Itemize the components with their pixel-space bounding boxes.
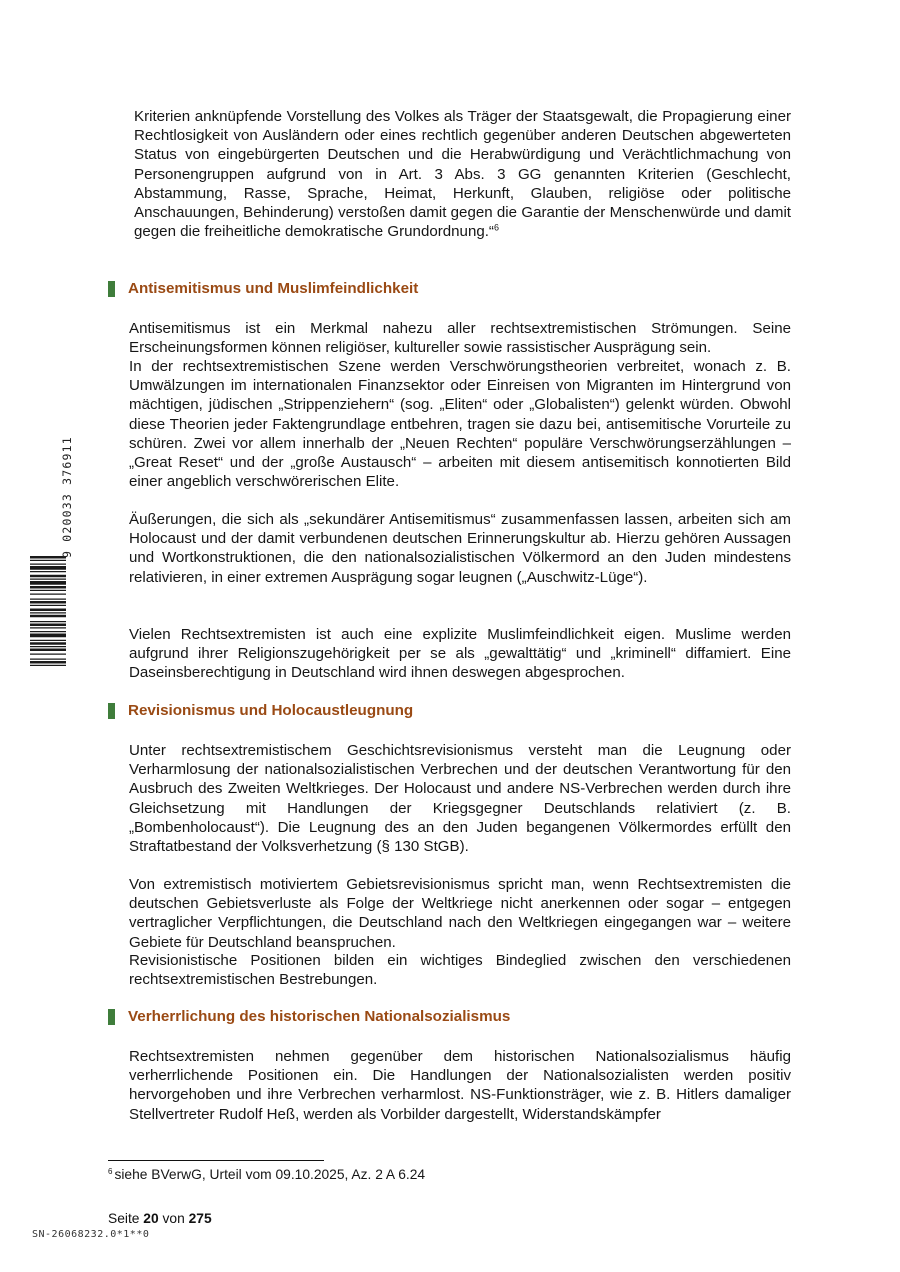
barcode-bar bbox=[30, 627, 66, 628]
footnote-separator bbox=[108, 1160, 324, 1161]
barcode-bar bbox=[30, 575, 66, 578]
section-paragraph: In der rechtsextremistischen Szene werden Verschwörungstheorien verbreitet, wonach z. B. Umwälzungen im internationalen Finanzsektor oder Einreisen von Migranten im Hintergrund von mächtigen, jüdischen „Strippenziehern“ (sog. „Eliten“ oder „Globalisten“) gelenkt würden. Obwohl diese Theorien jeder Faktengrundlage entbehren, tragen sie dazu bei, antisemitische Vorurteile zu schüren. Zwei vor allem innerhalb der „Neuen Rechten“ populäre Verschwörungserzählungen – „Great Reset“ und der „große Austausch“ – arbeiten mit diesem antisemitisch konnotierten Bild einer angeblich verschwörerischen Elite. bbox=[129, 358, 791, 491]
barcode-bar bbox=[30, 654, 66, 655]
barcode-bar bbox=[30, 605, 66, 606]
barcode-bar bbox=[30, 594, 66, 595]
barcode-number: 9 020033 376911 bbox=[60, 436, 74, 558]
heading-marker bbox=[108, 703, 115, 719]
barcode-bar bbox=[30, 661, 66, 664]
barcode-bar bbox=[30, 586, 66, 589]
barcode-bar bbox=[30, 571, 66, 572]
barcode-bar bbox=[30, 579, 66, 580]
quote-text: Kriterien anknüpfende Vorstellung des Volkes als Träger der Staatsgewalt, die Propagierung einer Rechtlosigkeit von Ausländern oder eines rechtlich gegenüber anderen Deutschen abgewerteten Status von eingebürgerten Deutschen und die Herabwürdigung und Verächtlichmachung von Personengruppen aufgrund von in Art. 3 Abs. 3 GG genannten Kriterien (Geschlecht, Abstammung, Rasse, Sprache, Heimat, Herkunft, Glauben, religiöse oder politische Anschauungen, Behinderung) verstoßen damit gegen die Garantie der Menschenwürde und damit gegen die freiheitliche demokratische Grundordnung.“ bbox=[134, 108, 791, 241]
barcode-bar bbox=[30, 640, 66, 641]
barcode-bar bbox=[30, 612, 66, 613]
barcode-bar bbox=[30, 564, 66, 565]
barcode-bar bbox=[30, 634, 66, 638]
section-paragraph: Rechtsextremisten nehmen gegenüber dem historischen Nationalsozialismus häufig verherrlichende Positionen ein. Die Handlungen der Nationalsozialisten werden positiv hervorgehoben und ihre Verbrechen verharmlost. NS-Funktionsträger, wie z. B. Hitlers damaliger Stellvertreter Rudolf Heß, werden als Vorbilder dargestellt, Widerstandskämpfer bbox=[129, 1048, 791, 1123]
section-heading-verherrlichung bbox=[108, 1008, 510, 1025]
barcode-bar bbox=[30, 621, 66, 622]
barcode-bar bbox=[30, 615, 66, 618]
barcode-bar bbox=[30, 601, 66, 604]
barcode-bar bbox=[30, 590, 66, 591]
barcode-bar bbox=[30, 581, 66, 585]
section-heading-text: Antisemitismus und Muslimfeindlichkeit bbox=[128, 280, 419, 297]
section-paragraph: Unter rechtsextremistischem Geschichtsrevisionismus versteht man die Leugnung oder Verharmlosung der nationalsozialistischen Verbrechen und der deutschen Verantwortung für den Ausbruch des Zweiten Weltkrieges. Der Holocaust und andere NS-Verbrechen werden durch ihre Gleichsetzung mit Handlungen der Kriegsgegner Deutschlands relativiert (z. B. „Bombenholocaust“). Die Leugnung des an den Juden begangenen Völkermordes erfüllt den Straftatbestand der Volksverhetzung (§ 130 StGB). bbox=[129, 742, 791, 856]
barcode bbox=[30, 556, 76, 714]
barcode-bar bbox=[30, 599, 66, 600]
barcode-bar bbox=[30, 649, 66, 652]
heading-marker bbox=[108, 1009, 115, 1025]
footnote-text: siehe BVerwG, Urteil vom 09.10.2025, Az. 2 A 6.24 bbox=[114, 1167, 426, 1182]
quote-paragraph bbox=[134, 107, 791, 241]
section-paragraph: Vielen Rechtsextremisten ist auch eine explizite Muslimfeindlichkeit eigen. Muslime werden aufgrund ihrer Religionszugehörigkeit per se als „gewalttätig“ und „kriminell“ diffamiert. Eine Daseinsberechtigung in Deutschland wird ihnen deswegen abgesprochen. bbox=[129, 626, 791, 682]
total-pages: 275 bbox=[188, 1211, 212, 1226]
barcode-bar bbox=[30, 624, 66, 627]
section-heading-text: Verherrlichung des historischen Nationalsozialismus bbox=[128, 1008, 511, 1025]
footnote-ref: 6 bbox=[493, 222, 499, 233]
footnote bbox=[108, 1167, 425, 1182]
barcode-bar bbox=[30, 560, 66, 561]
barcode-bar bbox=[30, 646, 66, 647]
barcode-bar bbox=[30, 609, 66, 612]
barcode-bar bbox=[30, 659, 66, 660]
barcode-bars bbox=[30, 556, 66, 706]
document-id: SN-26068232.0*1**0 bbox=[32, 1229, 150, 1240]
footnote-number: 6 bbox=[108, 1167, 113, 1177]
section-heading-antisemitismus bbox=[108, 280, 418, 297]
barcode-bar bbox=[30, 642, 66, 645]
section-paragraph: Antisemitismus ist ein Merkmal nahezu aller rechtsextremistischen Strömungen. Seine Erscheinungsformen können religiöser, kultureller sowie rassistischer Ausprägung sein. bbox=[129, 320, 791, 357]
section-paragraph: Von extremistisch motiviertem Gebietsrevisionismus spricht man, wenn Rechtsextremisten die deutschen Gebietsverluste als Folge der Weltkriege nicht anerkennen oder sogar – entgegen vertraglicher Verpflichtungen, die Deutschland nach den Weltkriegen eingegangen war – weitere Gebiete für Deutschland beanspruchen. bbox=[129, 876, 791, 951]
page-number: Seite 20 von 275 bbox=[108, 1211, 212, 1226]
barcode-bar bbox=[30, 665, 66, 666]
heading-marker bbox=[108, 281, 115, 297]
section-paragraph: Äußerungen, die sich als „sekundärer Antisemitismus“ zusammenfassen lassen, arbeiten sich am Holocaust und der damit verbundenen deutschen Erinnerungskultur ab. Hierzu gehören Aussagen und Wortkonstruktionen, die den nationalsozialistischen Völkermord an den Juden mindestens relativieren, in einer extremen Ausprägung sogar leugnen („Auschwitz-Lüge“). bbox=[129, 511, 791, 586]
section-heading-text: Revisionismus und Holocaustleugnung bbox=[128, 702, 414, 719]
section-paragraph: Revisionistische Positionen bilden ein wichtiges Bindeglied zwischen den verschiedenen rechtsextremistischen Bestrebungen. bbox=[129, 952, 791, 989]
section-heading-revisionismus bbox=[108, 702, 413, 719]
barcode-bar bbox=[30, 631, 66, 632]
current-page: 20 bbox=[143, 1211, 159, 1226]
barcode-bar bbox=[30, 566, 66, 570]
